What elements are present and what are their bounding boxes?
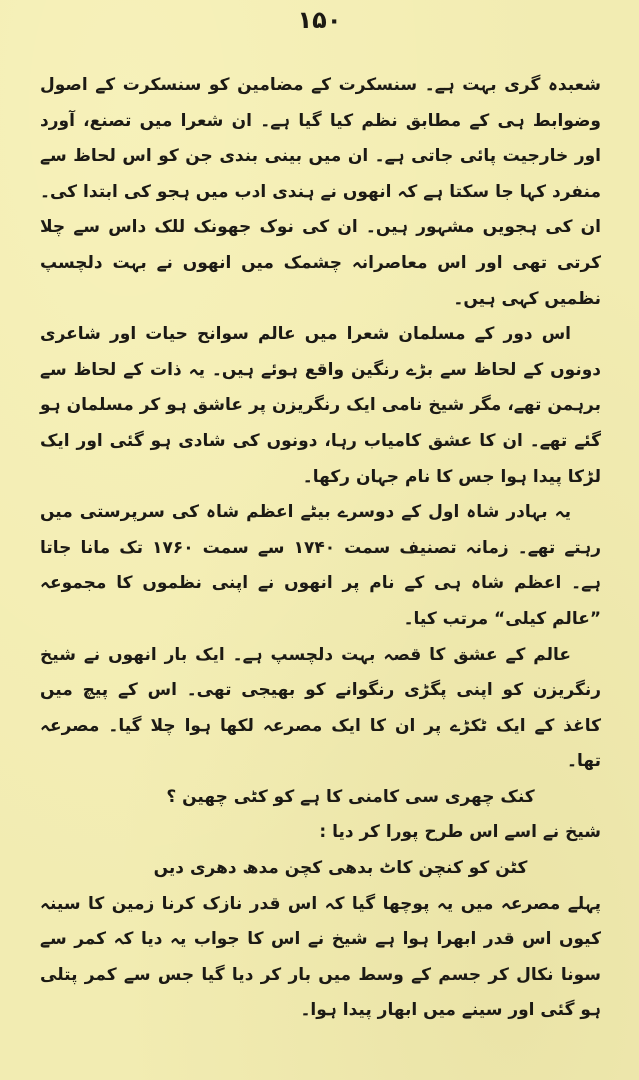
paragraph-final: پہلے مصرعہ میں یہ پوچھا گیا کہ اس قدر نازک کرنا زمین کا سینہ کیوں اس قدر ابھرا ہوا ہے شیخ نے اس کا جواب یہ دیا کہ کمر سے سونا نکال کر جسم کے وسط میں بار کر دیا گیا جس سے کمر پتلی ہو گئی اور سینے میں ابھار پیدا ہوا۔ <box>40 893 601 1021</box>
verse-line-2: کٹن کو کنچن کاٹ بدھی کچن مدھ دھری دیں <box>153 858 528 879</box>
page-body <box>40 68 601 1029</box>
page-number: ۱۵۰ <box>297 6 342 34</box>
paragraph-2: اس دور کے مسلمان شعرا میں عالم سوانح حیات اور شاعری دونوں کے لحاظ سے بڑے رنگین واقع ہوئے ہیں۔ یہ ذات کے لحاظ سے برہمن تھے، مگر شیخ نامی ایک رنگریزن پر عاشق ہو کر مسلمان ہو گئے تھے۔ ان کا عشق کامیاب رہا، دونوں کی شادی ہو گئی اور ایک لڑکا پیدا ہوا جس کا نام جہان رکھا۔ <box>40 324 601 487</box>
paragraph-1: شعبدہ گری بہت ہے۔ سنسکرت کے مضامین کو سنسکرت کے اصول وضوابط ہی کے مطابق نظم کیا گیا ہے۔ ان شعرا میں تصنع، آورد اور خارجیت پائی جاتی ہے۔ ان میں بینی بندی جن کو اس لحاظ سے منفرد کہا جا سکتا ہے کہ انھوں نے ہندی ادب میں ہجو کی ابتدا کی۔ ان کی ہجویں مشہور ہیں۔ ان کی نوک جھونک للک داس سے چلا کرتی تھی اور اس معاصرانہ چشمک میں انھوں نے بہت دلچسپ نظمیں کہی ہیں۔ <box>40 75 601 309</box>
paragraph-4: عالم کے عشق کا قصہ بہت دلچسپ ہے۔ ایک بار انھوں نے شیخ رنگریزن کو اپنی پگڑی رنگوانے کو بھیجی تھی۔ اس کے پیچ میں کاغذ کے ایک ٹکڑے پر ان کا ایک مصرعہ لکھا ہوا چلا گیا۔ مصرعہ تھا۔ <box>40 644 601 772</box>
paragraph-3: یہ بہادر شاہ اول کے دوسرے بیٹے اعظم شاہ کی سرپرستی میں رہتے تھے۔ زمانہ تصنیف سمت ۱۷۴۰ سے سمت ۱۷۶۰ تک مانا جاتا ہے۔ اعظم شاہ ہی کے نام پر انھوں نے اپنی نظموں کا مجموعہ ”عالم کیلی“ مرتب کیا۔ <box>40 502 601 629</box>
verse-intro: شیخ نے اسے اس طرح پورا کر دیا : <box>319 822 601 843</box>
verse-line-1: کنک چھری سی کامنی کا ہے کو کٹی چھین ؟ <box>166 786 535 807</box>
